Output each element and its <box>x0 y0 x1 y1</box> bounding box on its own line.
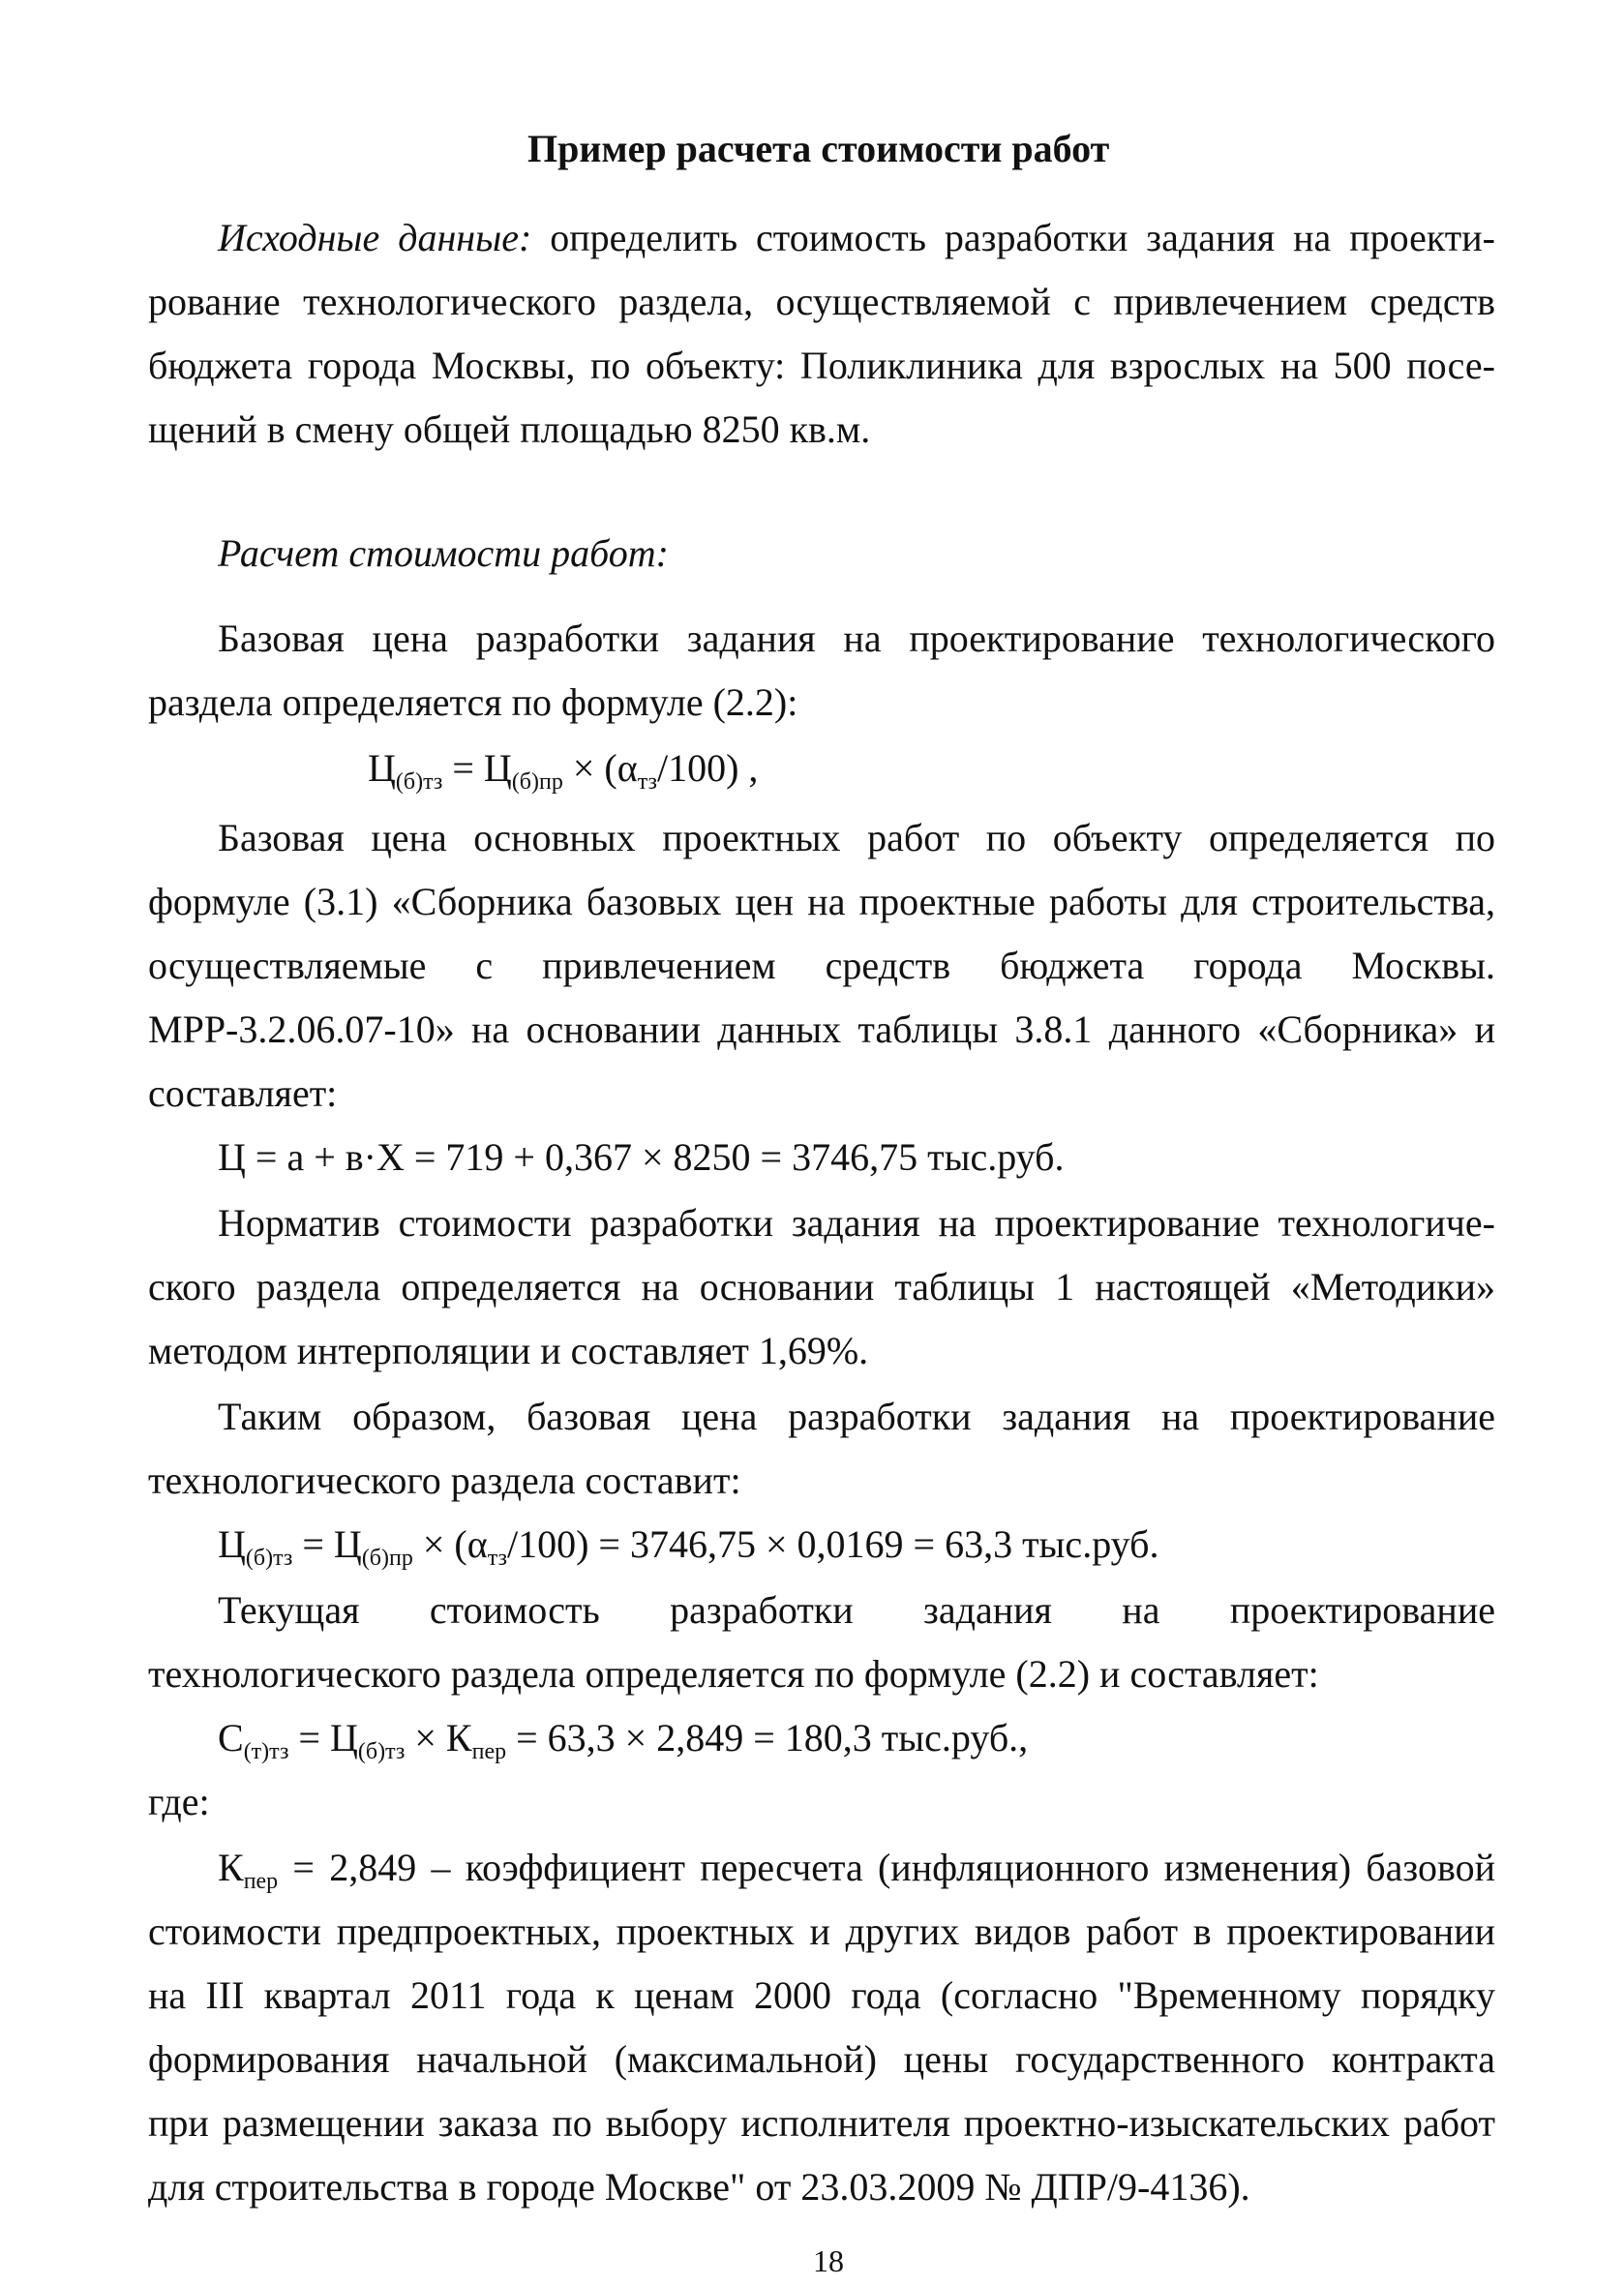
formula-text: × (α <box>412 1522 488 1566</box>
formula-base-price <box>368 745 759 795</box>
source-data-line-4: щений в смену общей площадью 8250 кв.м. <box>148 407 871 451</box>
paragraph-1-line-2: раздела определяется по формуле (2.2): <box>148 680 798 724</box>
paragraph-6-line-1 <box>218 1845 1495 1894</box>
formula-text: /100) , <box>656 746 759 790</box>
paragraph-3-line-1: Норматив стоимости разработки задания на проектирование технологиче- <box>218 1201 1495 1245</box>
page-number: 18 <box>813 2243 844 2278</box>
source-data-line-3: бюджета города Москвы, по объекту: Поликлиника для взрослых на 500 посе- <box>148 344 1495 387</box>
source-data-text: определить стоимость разработки задания на проекти- <box>550 216 1495 259</box>
formula-base-price-result <box>218 1521 1159 1571</box>
calculation-heading: Расчет стоимости работ: <box>218 531 669 575</box>
paragraph-1-line-1: Базовая цена разработки задания на проектирование технологического <box>218 617 1495 660</box>
paragraph-6-line-4: формирования начальной (максимальной) цены государственного контракта <box>148 2037 1495 2081</box>
paragraph-4-line-1: Таким образом, базовая цена разработки задания на проектирование <box>218 1395 1495 1438</box>
formula-subscript: (б)пр <box>511 769 563 795</box>
paragraph-6-line-5: при размещении заказа по выбору исполнителя проектно-изыскательских работ <box>148 2101 1495 2145</box>
where-label: где: <box>148 1780 210 1823</box>
formula-symbol: = Ц <box>288 1716 358 1760</box>
paragraph-5-line-1: Текущая стоимость разработки задания на проектирование <box>218 1588 1495 1632</box>
paragraph-2-line-3: осуществляемые с привлечением средств бюджета города Москвы. <box>148 944 1495 987</box>
formula-symbol: Ц <box>218 1522 246 1566</box>
paragraph-5-line-2: технологического раздела определяется по формуле (2.2) и составляет: <box>148 1652 1319 1696</box>
source-data-line-1 <box>218 215 1495 261</box>
formula-text: × К <box>405 1716 472 1760</box>
formula-subscript: тз <box>637 769 657 795</box>
formula-symbol: Ц <box>368 746 396 790</box>
formula-subscript: (б)тз <box>395 769 443 795</box>
formula-symbol: К <box>218 1846 244 1889</box>
paragraph-6-line-6: для строительства в городе Москве" от 23.03.2009 № ДПР/9-4136). <box>148 2165 1250 2209</box>
formula-subscript: (т)тз <box>243 1739 289 1764</box>
formula-subscript: пер <box>243 1869 279 1894</box>
paragraph-2-line-4: МРР-3.2.06.07-10» на основании данных таблицы 3.8.1 данного «Сборника» и <box>148 1008 1495 1051</box>
formula-subscript: тз <box>487 1546 507 1571</box>
page-title: Пример расчета стоимости работ <box>527 127 1110 170</box>
formula-main-works: Ц = а + в·Х = 719 + 0,367 × 8250 = 3746,75 тыс.руб. <box>218 1135 1065 1179</box>
paragraph-6-line-2: стоимости предпроектных, проектных и других видов работ в проектировании <box>148 1910 1495 1953</box>
formula-subscript: (б)пр <box>361 1546 413 1571</box>
formula-symbol: = Ц <box>442 746 512 790</box>
formula-subscript: (б)тз <box>357 1739 406 1764</box>
paragraph-6-line-3: на III квартал 2011 года к ценам 2000 года (согласно "Временному порядку <box>148 1973 1495 2017</box>
source-data-line-2: рование технологического раздела, осуществляемой с привлечением средств <box>148 280 1495 323</box>
paragraph-4-line-2: технологического раздела составит: <box>148 1459 741 1502</box>
paragraph-3-line-3: методом интерполяции и составляет 1,69%. <box>148 1329 869 1372</box>
formula-current-cost <box>218 1715 1029 1764</box>
formula-text: = 63,3 × 2,849 = 180,3 тыс.руб., <box>506 1716 1029 1760</box>
formula-symbol: С <box>218 1716 244 1760</box>
paragraph-2-line-1: Базовая цена основных проектных работ по объекту определяется по <box>218 816 1495 859</box>
source-data-label: Исходные данные: <box>218 216 532 259</box>
formula-subscript: (б)тз <box>245 1546 293 1571</box>
paragraph-2-line-5: составляет: <box>148 1071 338 1115</box>
paragraph-2-line-2: формуле (3.1) «Сборника базовых цен на проектные работы для строительства, <box>148 880 1495 923</box>
paragraph-3-line-2: ского раздела определяется на основании таблицы 1 настоящей «Методики» <box>148 1265 1495 1308</box>
formula-symbol: = Ц <box>292 1522 362 1566</box>
formula-text: × (α <box>562 746 638 790</box>
formula-subscript: пер <box>471 1739 507 1764</box>
formula-text: /100) = 3746,75 × 0,0169 = 63,3 тыс.руб. <box>506 1522 1159 1566</box>
paragraph-text: = 2,849 – коэффициент пересчета (инфляционного изменения) базовой <box>278 1846 1495 1889</box>
